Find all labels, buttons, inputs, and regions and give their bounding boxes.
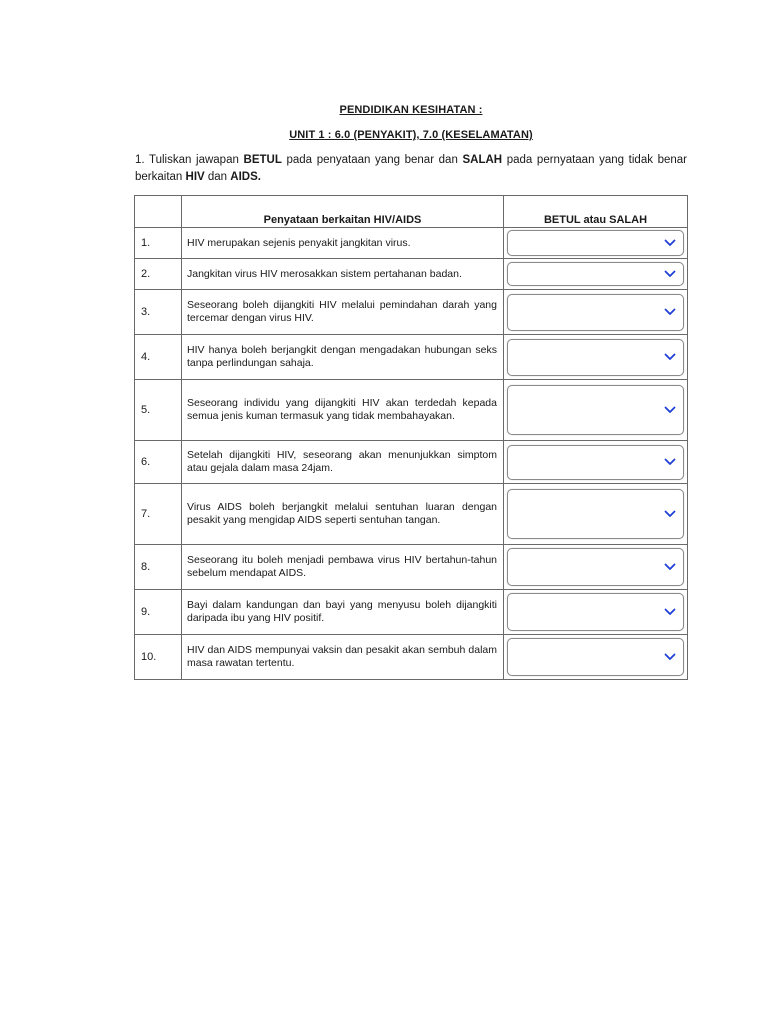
chevron-down-icon[interactable] <box>664 406 676 414</box>
instruction-prefix: 1. Tuliskan jawapan <box>135 154 244 166</box>
chevron-down-icon[interactable] <box>664 608 676 616</box>
chevron-down-icon[interactable] <box>664 653 676 661</box>
row-answer-cell <box>504 484 688 545</box>
row-statement: Jangkitan virus HIV merosakkan sistem pertahanan badan. <box>182 259 504 290</box>
chevron-down-icon[interactable] <box>664 270 676 278</box>
row-statement: HIV hanya boleh berjangkit dengan mengadakan hubungan seks tanpa perlindungan sahaja. <box>182 335 504 380</box>
document-subtitle: UNIT 1 : 6.0 (PENYAKIT), 7.0 (KESELAMATAN) <box>289 129 533 141</box>
chevron-down-icon[interactable] <box>664 563 676 571</box>
row-number: 9. <box>135 590 182 635</box>
table-row <box>135 484 688 545</box>
answer-dropdown[interactable] <box>507 489 684 539</box>
row-number: 4. <box>135 335 182 380</box>
answer-dropdown[interactable] <box>507 385 684 435</box>
row-number: 1. <box>135 228 182 259</box>
row-number: 3. <box>135 290 182 335</box>
row-statement: Virus AIDS boleh berjangkit melalui sentuhan luaran dengan pesakit yang mengidap AIDS seperti sentuhan tangan. <box>182 484 504 545</box>
table-row <box>135 228 688 259</box>
header-statement: Penyataan berkaitan HIV/AIDS <box>182 196 504 228</box>
row-number: 8. <box>135 545 182 590</box>
table-row <box>135 590 688 635</box>
statement-table <box>134 195 688 680</box>
row-statement: Seseorang boleh dijangkiti HIV melalui pemindahan darah yang tercemar dengan virus HIV. <box>182 290 504 335</box>
table-row <box>135 380 688 441</box>
table-row <box>135 441 688 484</box>
row-number: 5. <box>135 380 182 441</box>
chevron-down-icon[interactable] <box>664 239 676 247</box>
row-answer-cell <box>504 635 688 680</box>
chevron-down-icon[interactable] <box>664 308 676 316</box>
row-number: 6. <box>135 441 182 484</box>
instruction-dan: dan <box>204 171 231 183</box>
table-row <box>135 335 688 380</box>
row-number: 10. <box>135 635 182 680</box>
answer-dropdown[interactable] <box>507 638 684 676</box>
table-header-row <box>135 196 688 228</box>
row-answer-cell <box>504 290 688 335</box>
row-statement: Seseorang individu yang dijangkiti HIV akan terdedah kepada semua jenis kuman termasuk yang tidak membahayakan. <box>182 380 504 441</box>
table-row <box>135 635 688 680</box>
row-statement: Seseorang itu boleh menjadi pembawa virus HIV bertahun-tahun sebelum mendapat AIDS. <box>182 545 504 590</box>
answer-dropdown[interactable] <box>507 294 684 331</box>
answer-dropdown[interactable] <box>507 548 684 586</box>
row-statement: Bayi dalam kandungan dan bayi yang menyusu boleh dijangkiti daripada ibu yang HIV positif. <box>182 590 504 635</box>
chevron-down-icon[interactable] <box>664 353 676 361</box>
instruction-salah: SALAH <box>462 154 503 166</box>
row-answer-cell <box>504 335 688 380</box>
row-answer-cell <box>504 228 688 259</box>
table-body <box>135 228 688 680</box>
row-answer-cell <box>504 545 688 590</box>
instruction-aids: AIDS. <box>230 171 261 183</box>
table-row <box>135 290 688 335</box>
instruction-betul: BETUL <box>243 154 282 166</box>
row-number: 7. <box>135 484 182 545</box>
table-row <box>135 259 688 290</box>
instruction-hiv: HIV <box>185 171 205 183</box>
row-answer-cell <box>504 441 688 484</box>
header-answer: BETUL atau SALAH <box>504 196 688 228</box>
row-statement: HIV dan AIDS mempunyai vaksin dan pesakit akan sembuh dalam masa rawatan tertentu. <box>182 635 504 680</box>
chevron-down-icon[interactable] <box>664 510 676 518</box>
answer-dropdown[interactable] <box>507 339 684 376</box>
answer-dropdown[interactable] <box>507 262 684 286</box>
document-title: PENDIDIKAN KESIHATAN : <box>339 104 483 116</box>
chevron-down-icon[interactable] <box>664 458 676 466</box>
instruction-mid2: pada pernyataan yang tidak benar berkaitan <box>135 154 688 183</box>
instruction-text <box>135 152 687 186</box>
row-answer-cell <box>504 590 688 635</box>
header-number <box>135 196 182 228</box>
row-answer-cell <box>504 380 688 441</box>
instruction-mid: pada penyataan yang benar dan <box>281 154 463 166</box>
row-statement: Setelah dijangkiti HIV, seseorang akan menunjukkan simptom atau gejala dalam masa 24jam. <box>182 441 504 484</box>
answer-dropdown[interactable] <box>507 445 684 480</box>
row-statement: HIV merupakan sejenis penyakit jangkitan virus. <box>182 228 504 259</box>
answer-dropdown[interactable] <box>507 230 684 256</box>
row-answer-cell <box>504 259 688 290</box>
table-row <box>135 545 688 590</box>
row-number: 2. <box>135 259 182 290</box>
answer-dropdown[interactable] <box>507 593 684 631</box>
